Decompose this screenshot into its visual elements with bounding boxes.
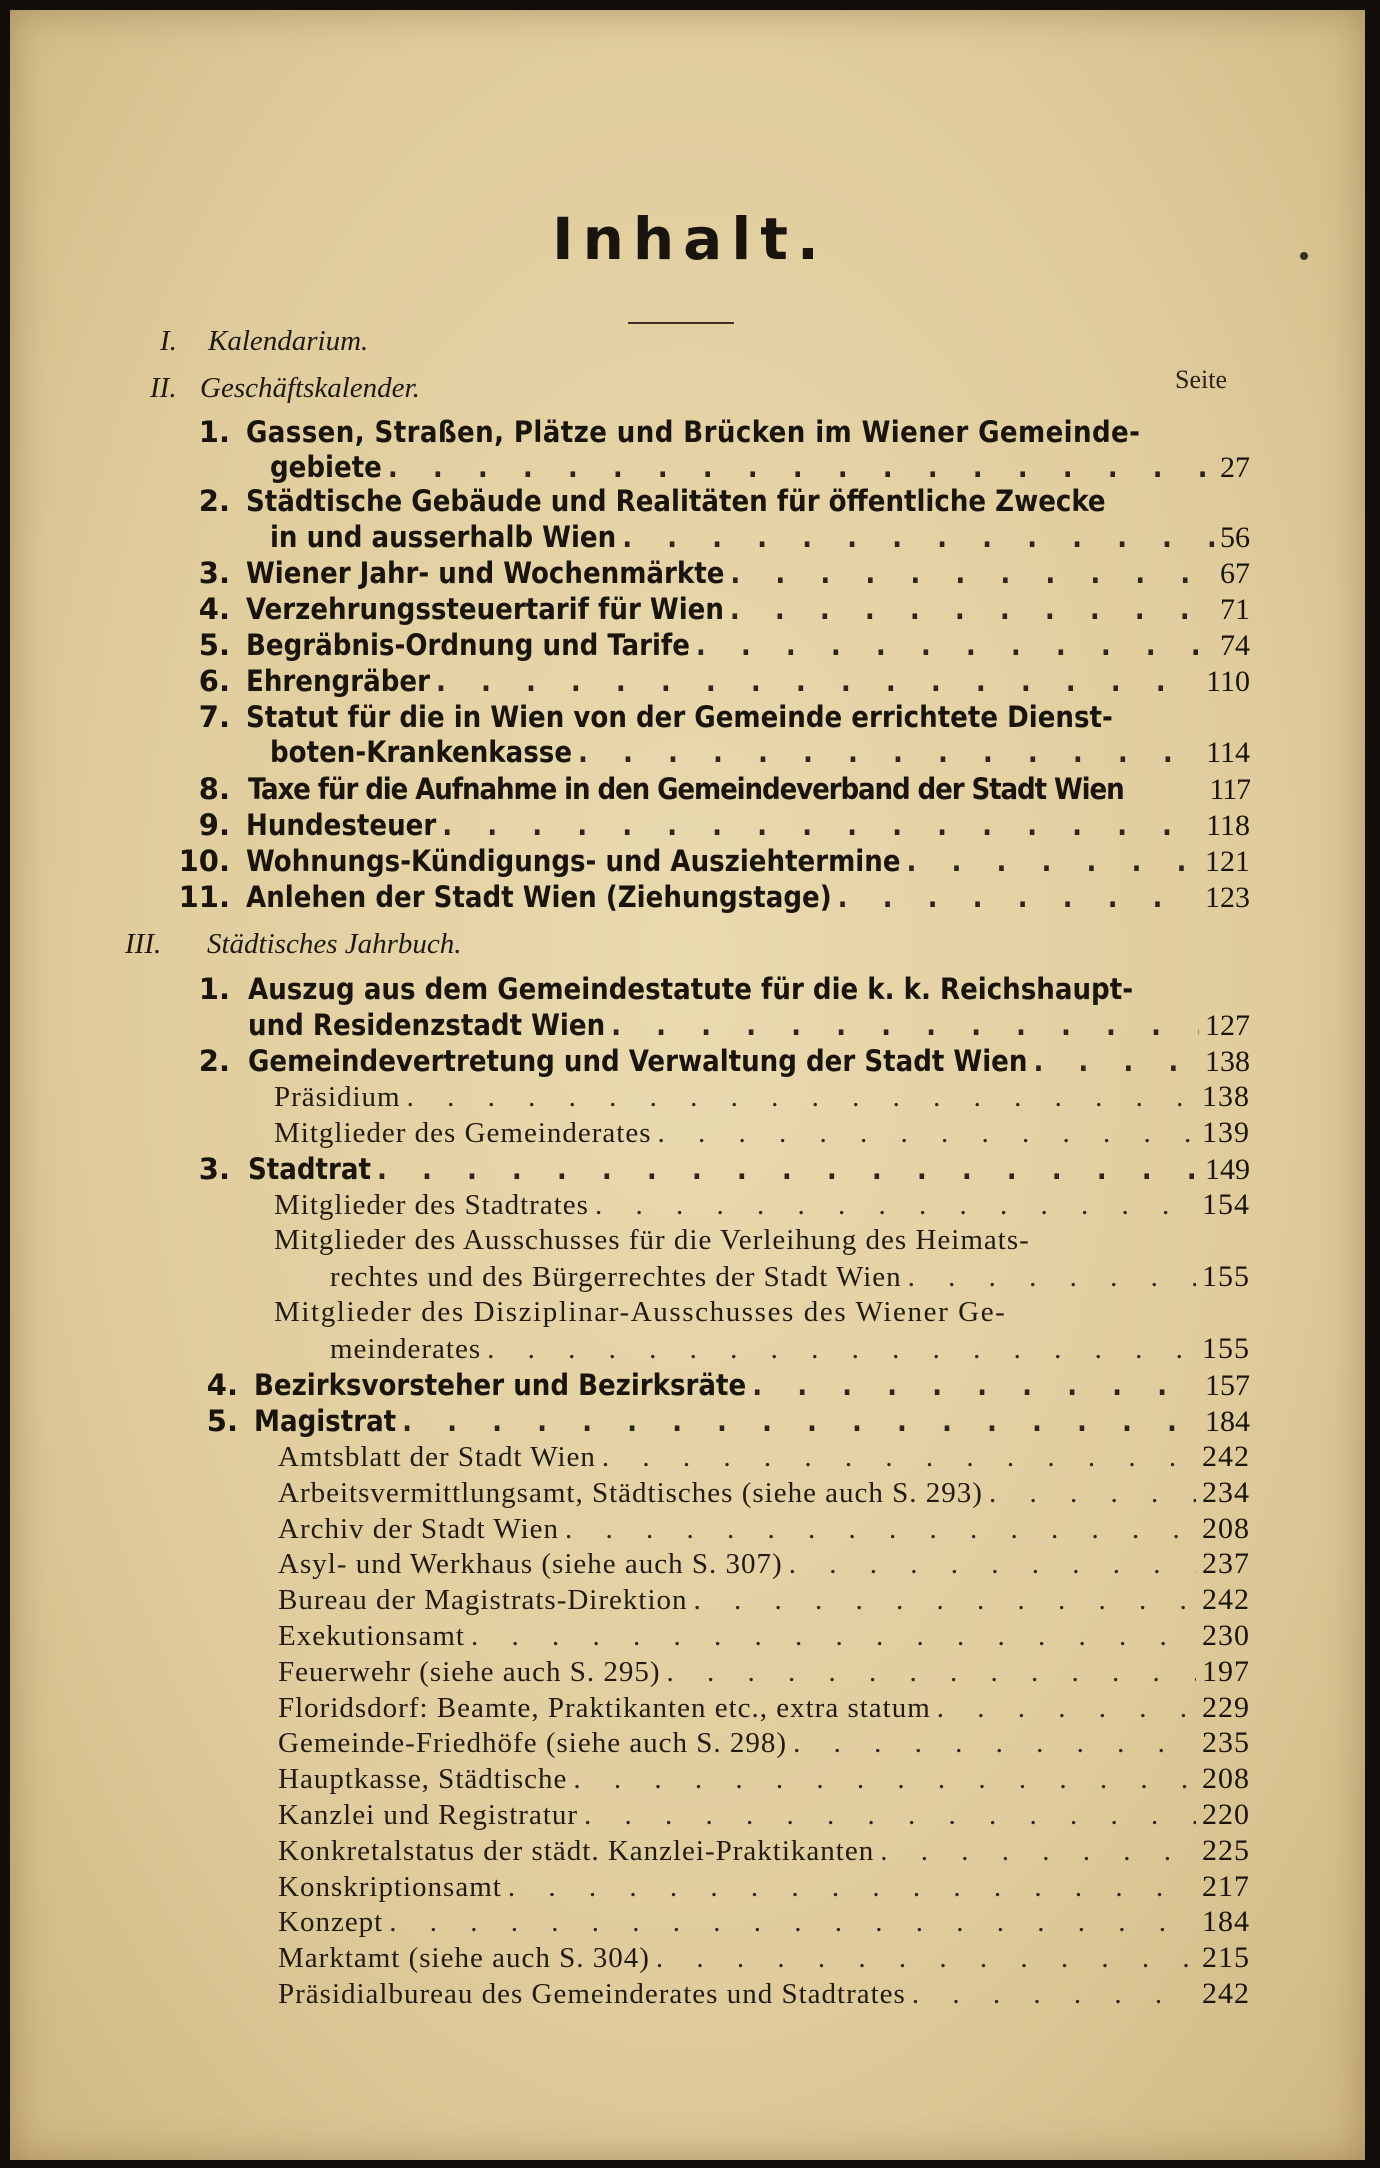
toc-subentry[interactable] xyxy=(278,1583,1250,1619)
entry-number: 8. xyxy=(198,772,230,806)
dot-leader xyxy=(602,1441,1196,1474)
toc-entry-line: Statut für die in Wien von der Gemeinde errichtete Dienst- xyxy=(246,700,1113,734)
entry-number: 3. xyxy=(198,1152,230,1186)
dot-leader xyxy=(573,1763,1196,1796)
toc-entry[interactable] xyxy=(246,628,1250,664)
page-number: 220 xyxy=(1202,1798,1250,1831)
toc-subentry[interactable] xyxy=(274,1188,1250,1224)
toc-entry-title: Konzept xyxy=(278,1906,384,1939)
dot-leader xyxy=(908,1261,1196,1294)
dot-leader xyxy=(565,1513,1196,1546)
dot-leader xyxy=(912,1978,1196,2011)
toc-entry-title: Asyl- und Werkhaus (siehe auch S. 307) xyxy=(278,1548,783,1581)
toc-entry-title: Archiv der Stadt Wien xyxy=(278,1512,560,1545)
page-number: 110 xyxy=(1206,665,1250,698)
dot-leader xyxy=(436,664,1200,698)
page-number: 155 xyxy=(1202,1332,1250,1365)
toc-entry-title: Feuerwehr (siehe auch S. 295) xyxy=(278,1655,661,1688)
entry-number: 3. xyxy=(198,556,230,590)
entry-number: 11. xyxy=(178,880,230,914)
entry-number: 2. xyxy=(198,484,230,518)
dot-leader xyxy=(752,1368,1199,1402)
toc-entry-title: Exekutionsamt xyxy=(278,1620,465,1652)
dot-leader xyxy=(789,1548,1196,1581)
toc-entry-title: Mitglieder des Gemeinderates xyxy=(274,1117,652,1149)
page-number: 215 xyxy=(1202,1941,1250,1975)
toc-entry-title: Gemeindevertretung und Verwaltung der Stadt Wien xyxy=(248,1044,1028,1078)
entry-number: 4. xyxy=(206,1368,238,1402)
page-number: 154 xyxy=(1202,1188,1250,1221)
toc-entry-line: Auszug aus dem Gemeindestatute für die k. k. Reichshaupt- xyxy=(248,972,1134,1006)
page-number: 157 xyxy=(1205,1369,1250,1402)
dot-leader xyxy=(377,1152,1199,1186)
toc-subentry[interactable] xyxy=(278,1941,1250,1977)
toc-subentry[interactable] xyxy=(274,1080,1250,1116)
toc-subentry-line: Mitglieder des Disziplinar-Ausschusses des Wiener Ge- xyxy=(274,1296,1007,1328)
dot-leader xyxy=(388,450,1214,484)
toc-subentry[interactable] xyxy=(278,1547,1250,1583)
toc-entry[interactable] xyxy=(254,1368,1250,1404)
toc-subentry[interactable] xyxy=(278,1870,1250,1906)
dot-leader xyxy=(584,1799,1196,1832)
page-number: 242 xyxy=(1202,1440,1250,1473)
dot-leader xyxy=(667,1656,1196,1689)
toc-subentry[interactable] xyxy=(278,1655,1250,1691)
toc-entry-title: Präsidialbureau des Gemeinderates und Stadtrates xyxy=(278,1978,906,2010)
dot-leader xyxy=(730,556,1214,590)
section-title: Geschäftskalender. xyxy=(200,372,420,404)
toc-entry-title: Hauptkasse, Städtische xyxy=(278,1763,568,1796)
toc-entry[interactable] xyxy=(270,450,1250,486)
dot-leader xyxy=(442,808,1200,842)
page-number: 138 xyxy=(1202,1080,1250,1113)
page-number: 149 xyxy=(1205,1153,1250,1186)
toc-entry-title: Magistrat xyxy=(254,1404,397,1438)
page-number: 234 xyxy=(1202,1475,1250,1509)
toc-subentry[interactable] xyxy=(278,1798,1250,1834)
toc-entry-title: Wohnungs-Kündigungs- und Ausziehtermine xyxy=(246,844,901,878)
toc-entry-title: Bureau der Magistrats-Direktion xyxy=(278,1584,688,1617)
page-number: 114 xyxy=(1206,736,1250,769)
page-number: 184 xyxy=(1205,1405,1250,1438)
dot-leader xyxy=(407,1081,1196,1114)
entry-number: 2. xyxy=(198,1044,230,1078)
page-number: 225 xyxy=(1202,1833,1250,1867)
page-number: 127 xyxy=(1205,1009,1250,1042)
toc-subentry[interactable] xyxy=(274,1116,1250,1152)
dot-leader xyxy=(402,1404,1199,1438)
entry-number: 4. xyxy=(198,592,230,626)
toc-entry-title: Verzehrungssteuertarif für Wien xyxy=(246,592,724,626)
entry-number: 7. xyxy=(198,700,230,734)
toc-subentry[interactable] xyxy=(278,1440,1250,1476)
dot-leader xyxy=(471,1620,1196,1653)
dot-leader xyxy=(696,628,1214,662)
dot-leader xyxy=(989,1477,1196,1510)
dot-leader xyxy=(658,1117,1197,1150)
toc-entry[interactable] xyxy=(248,1152,1250,1188)
toc-entry-title: Wiener Jahr- und Wochenmärkte xyxy=(246,556,725,590)
page-number: 138 xyxy=(1205,1045,1250,1078)
page-number: 208 xyxy=(1202,1762,1250,1796)
toc-subentry[interactable] xyxy=(278,1726,1250,1762)
toc-entry[interactable] xyxy=(246,880,1250,916)
toc-entry-title: Präsidium xyxy=(274,1081,401,1113)
page-number: 74 xyxy=(1220,629,1250,662)
dot-leader xyxy=(595,1189,1196,1222)
toc-entry-line: Gassen, Straßen, Plätze und Brücken im Wiener Gemeinde- xyxy=(246,415,1141,449)
toc-entry-line: Städtische Gebäude und Realitäten für öffentliche Zwecke xyxy=(246,484,1106,518)
page-number: 184 xyxy=(1202,1905,1250,1939)
toc-subentry[interactable] xyxy=(330,1260,1250,1296)
toc-entry[interactable] xyxy=(270,520,1250,556)
toc-subentry[interactable] xyxy=(278,1905,1250,1941)
toc-subentry[interactable] xyxy=(278,1476,1250,1512)
toc-entry-title: Bezirksvorsteher und Bezirksräte xyxy=(254,1368,747,1402)
page-number: 235 xyxy=(1202,1726,1250,1760)
section-number: III. xyxy=(125,928,162,960)
dot-leader xyxy=(838,880,1199,914)
dot-leader xyxy=(578,735,1200,769)
entry-number: 1. xyxy=(198,972,230,1006)
toc-subentry[interactable] xyxy=(278,1512,1250,1548)
page-number: 71 xyxy=(1220,593,1250,626)
toc-entry[interactable] xyxy=(248,772,1250,808)
toc-subentry[interactable] xyxy=(278,1834,1250,1870)
toc-entry-title: Kanzlei und Registratur xyxy=(278,1799,579,1831)
toc-entry-title: meinderates xyxy=(330,1333,482,1365)
toc-entry[interactable] xyxy=(270,735,1250,771)
entry-number: 10. xyxy=(178,844,230,878)
toc-entry-title: Taxe für die Aufnahme in den Gemeindeverband der Stadt Wien xyxy=(248,772,1124,806)
page-number: 208 xyxy=(1202,1511,1250,1545)
toc-entry[interactable] xyxy=(246,556,1250,592)
dot-leader xyxy=(508,1871,1196,1904)
toc-entry-title: Amtsblatt der Stadt Wien xyxy=(278,1441,596,1473)
dot-leader xyxy=(694,1584,1196,1617)
toc-entry-title: gebiete xyxy=(270,450,382,484)
section-number: I. xyxy=(160,325,177,357)
entry-number: 1. xyxy=(198,415,230,449)
toc-subentry[interactable] xyxy=(278,1977,1250,2013)
page-number: 121 xyxy=(1205,845,1250,878)
page-title: Inhalt. xyxy=(552,205,828,273)
toc-entry-title: Konskriptionsamt xyxy=(278,1870,502,1903)
toc-subentry[interactable] xyxy=(278,1691,1250,1727)
dot-leader xyxy=(656,1942,1196,1975)
page-number: 237 xyxy=(1202,1547,1250,1581)
page-number: 230 xyxy=(1202,1619,1250,1652)
toc-entry[interactable] xyxy=(254,1404,1250,1440)
page-number: 117 xyxy=(1209,773,1250,806)
toc-entry[interactable] xyxy=(248,1008,1250,1044)
toc-subentry-line: Mitglieder des Ausschusses für die Verleihung des Heimats- xyxy=(274,1224,1030,1256)
toc-entry-title: Anlehen der Stadt Wien (Ziehungstage) xyxy=(246,880,832,914)
toc-entry[interactable] xyxy=(248,1044,1250,1080)
seite-label: Seite xyxy=(1175,365,1227,394)
dot-leader xyxy=(622,520,1214,554)
dot-leader xyxy=(793,1727,1196,1760)
section-title: Städtisches Jahrbuch. xyxy=(207,928,462,960)
page-number: 229 xyxy=(1202,1690,1250,1724)
toc-entry-title: Konkretalstatus der städt. Kanzlei-Praktikanten xyxy=(278,1834,875,1867)
entry-number: 6. xyxy=(198,664,230,698)
toc-entry-title: boten-Krankenkasse xyxy=(270,735,573,769)
dot-leader xyxy=(487,1333,1196,1366)
toc-entry-title: und Residenzstadt Wien xyxy=(248,1008,606,1042)
toc-entry-title: Stadtrat xyxy=(248,1152,371,1186)
toc-entry-title: Hundesteuer xyxy=(246,808,437,842)
page-number: 197 xyxy=(1202,1654,1250,1688)
toc-entry-title: in und ausserhalb Wien xyxy=(270,520,617,554)
page-number: 242 xyxy=(1202,1977,1250,2010)
toc-entry[interactable] xyxy=(246,844,1250,880)
toc-entry-title: Marktamt (siehe auch S. 304) xyxy=(278,1942,650,1975)
toc-entry-title: Arbeitsvermittlungsamt, Städtisches (siehe auch S. 293) xyxy=(278,1476,983,1509)
toc-entry-title: rechtes und des Bürgerrechtes der Stadt Wien xyxy=(330,1261,902,1293)
section-title: Kalendarium. xyxy=(208,325,369,357)
page-number: 27 xyxy=(1220,451,1250,484)
page-number: 118 xyxy=(1206,809,1250,842)
page-number: 123 xyxy=(1205,881,1250,914)
toc-entry-title: Floridsdorf: Beamte, Praktikanten etc., extra statum xyxy=(278,1691,931,1724)
toc-subentry[interactable] xyxy=(330,1332,1250,1368)
toc-entry[interactable] xyxy=(246,592,1250,628)
dot-leader xyxy=(389,1906,1196,1939)
dot-leader xyxy=(730,592,1214,626)
page-number: 242 xyxy=(1202,1583,1250,1617)
page-number: 56 xyxy=(1220,521,1250,554)
toc-entry-title: Begräbnis-Ordnung und Tarife xyxy=(246,628,690,662)
dot-leader xyxy=(937,1692,1196,1725)
section-number: II. xyxy=(150,372,177,404)
dot-leader xyxy=(1033,1044,1199,1078)
toc-subentry[interactable] xyxy=(278,1762,1250,1798)
toc-entry-title: Mitglieder des Stadtrates xyxy=(274,1189,589,1221)
entry-number: 9. xyxy=(198,808,230,842)
page-number: 155 xyxy=(1202,1260,1250,1293)
entry-number: 5. xyxy=(206,1404,238,1438)
toc-entry[interactable] xyxy=(246,808,1250,844)
dot-leader xyxy=(611,1008,1199,1042)
dot-leader xyxy=(880,1835,1196,1868)
dot-leader xyxy=(907,844,1199,878)
toc-entry[interactable] xyxy=(246,664,1250,700)
page-number: 67 xyxy=(1220,557,1250,590)
entry-number: 5. xyxy=(198,628,230,662)
toc-entry-title: Gemeinde-Friedhöfe (siehe auch S. 298) xyxy=(278,1727,788,1760)
toc-subentry[interactable] xyxy=(278,1619,1250,1655)
toc-entry-title: Ehrengräber xyxy=(246,664,430,698)
page-number: 139 xyxy=(1202,1116,1250,1149)
page-number: 217 xyxy=(1202,1869,1250,1903)
